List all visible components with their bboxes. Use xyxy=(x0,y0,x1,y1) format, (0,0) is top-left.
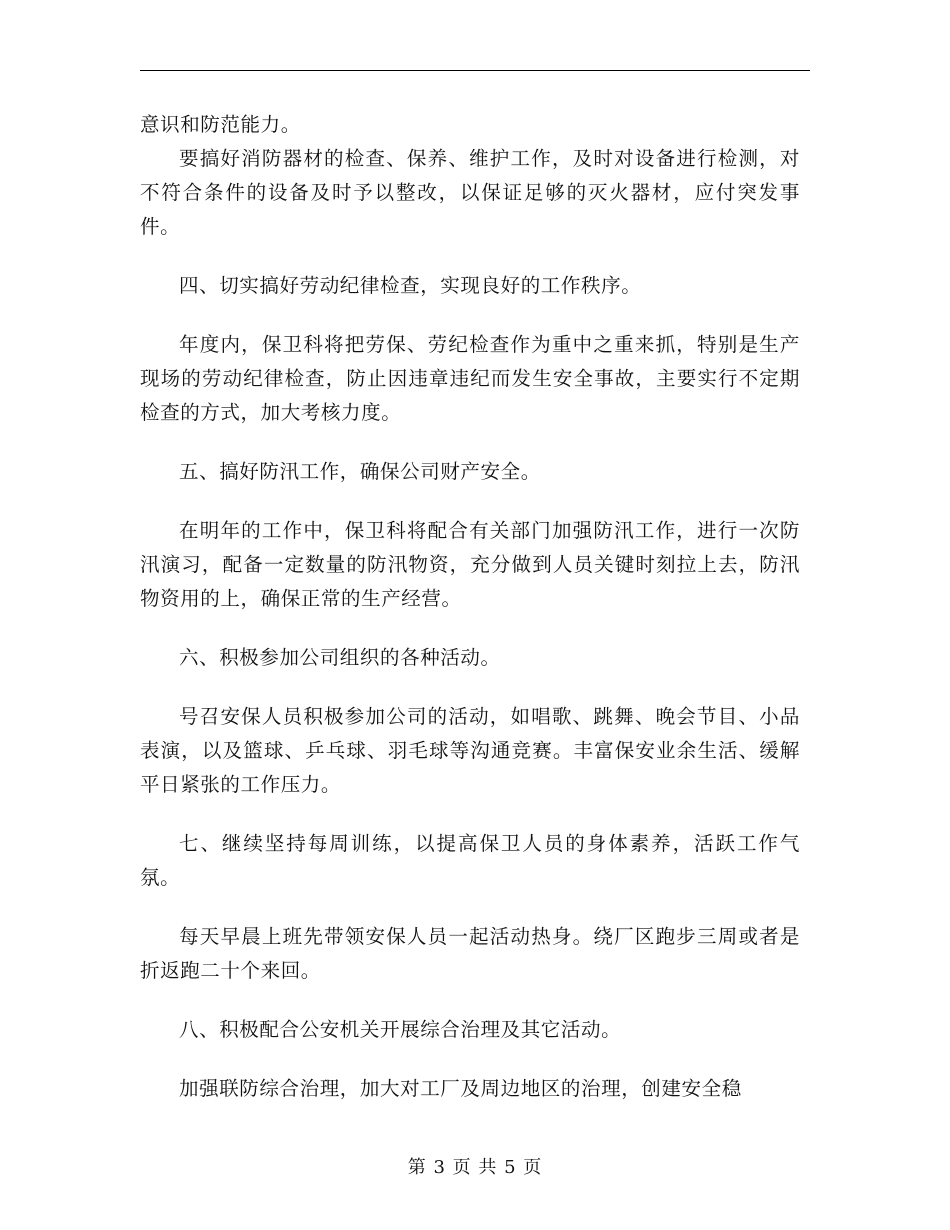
header-rule xyxy=(140,70,810,71)
paragraph: 四、切实搞好劳动纪律检查，实现良好的工作秩序。 xyxy=(179,274,642,297)
document-body xyxy=(140,108,800,1106)
paragraph: 加强联防综合治理，加大对工厂及周边地区的治理，创建安全稳 xyxy=(179,1077,742,1100)
page-footer: 第 3 页 共 5 页 xyxy=(407,1157,543,1178)
paragraph: 八、积极配合公安机关开展综合治理及其它活动。 xyxy=(179,1018,622,1041)
paragraph: 号召安保人员积极参加公司的活动，如唱歌、跳舞、晚会节目、小品表演，以及篮球、乒乓球、羽毛球等沟通竞赛。丰富保安业余生活、缓解平日紧张的工作压力。 xyxy=(140,705,800,796)
paragraph: 七、继续坚持每周训练，以提高保卫人员的身体素养，活跃工作气氛。 xyxy=(140,832,800,889)
paragraph: 在明年的工作中，保卫科将配合有关部门加强防汛工作，进行一次防汛演习，配备一定数量的防汛物资，充分做到人员关键时刻拉上去，防汛物资用的上，确保正常的生产经营。 xyxy=(140,519,800,610)
paragraph: 六、积极参加公司组织的各种活动。 xyxy=(179,646,501,669)
paragraph: 意识和防范能力。 xyxy=(140,113,301,136)
paragraph: 要搞好消防器材的检查、保养、维护工作，及时对设备进行检测，对不符合条件的设备及时予以整改，以保证足够的灭火器材，应付突发事件。 xyxy=(140,147,800,238)
paragraph: 年度内，保卫科将把劳保、劳纪检查作为重中之重来抓，特别是生产现场的劳动纪律检查，防止因违章违纪而发生安全事故，主要实行不定期检查的方式，加大考核力度。 xyxy=(140,333,800,424)
paragraph: 每天早晨上班先带领安保人员一起活动热身。绕厂区跑步三周或者是折返跑二十个来回。 xyxy=(140,925,800,982)
paragraph: 五、搞好防汛工作，确保公司财产安全。 xyxy=(179,460,541,483)
